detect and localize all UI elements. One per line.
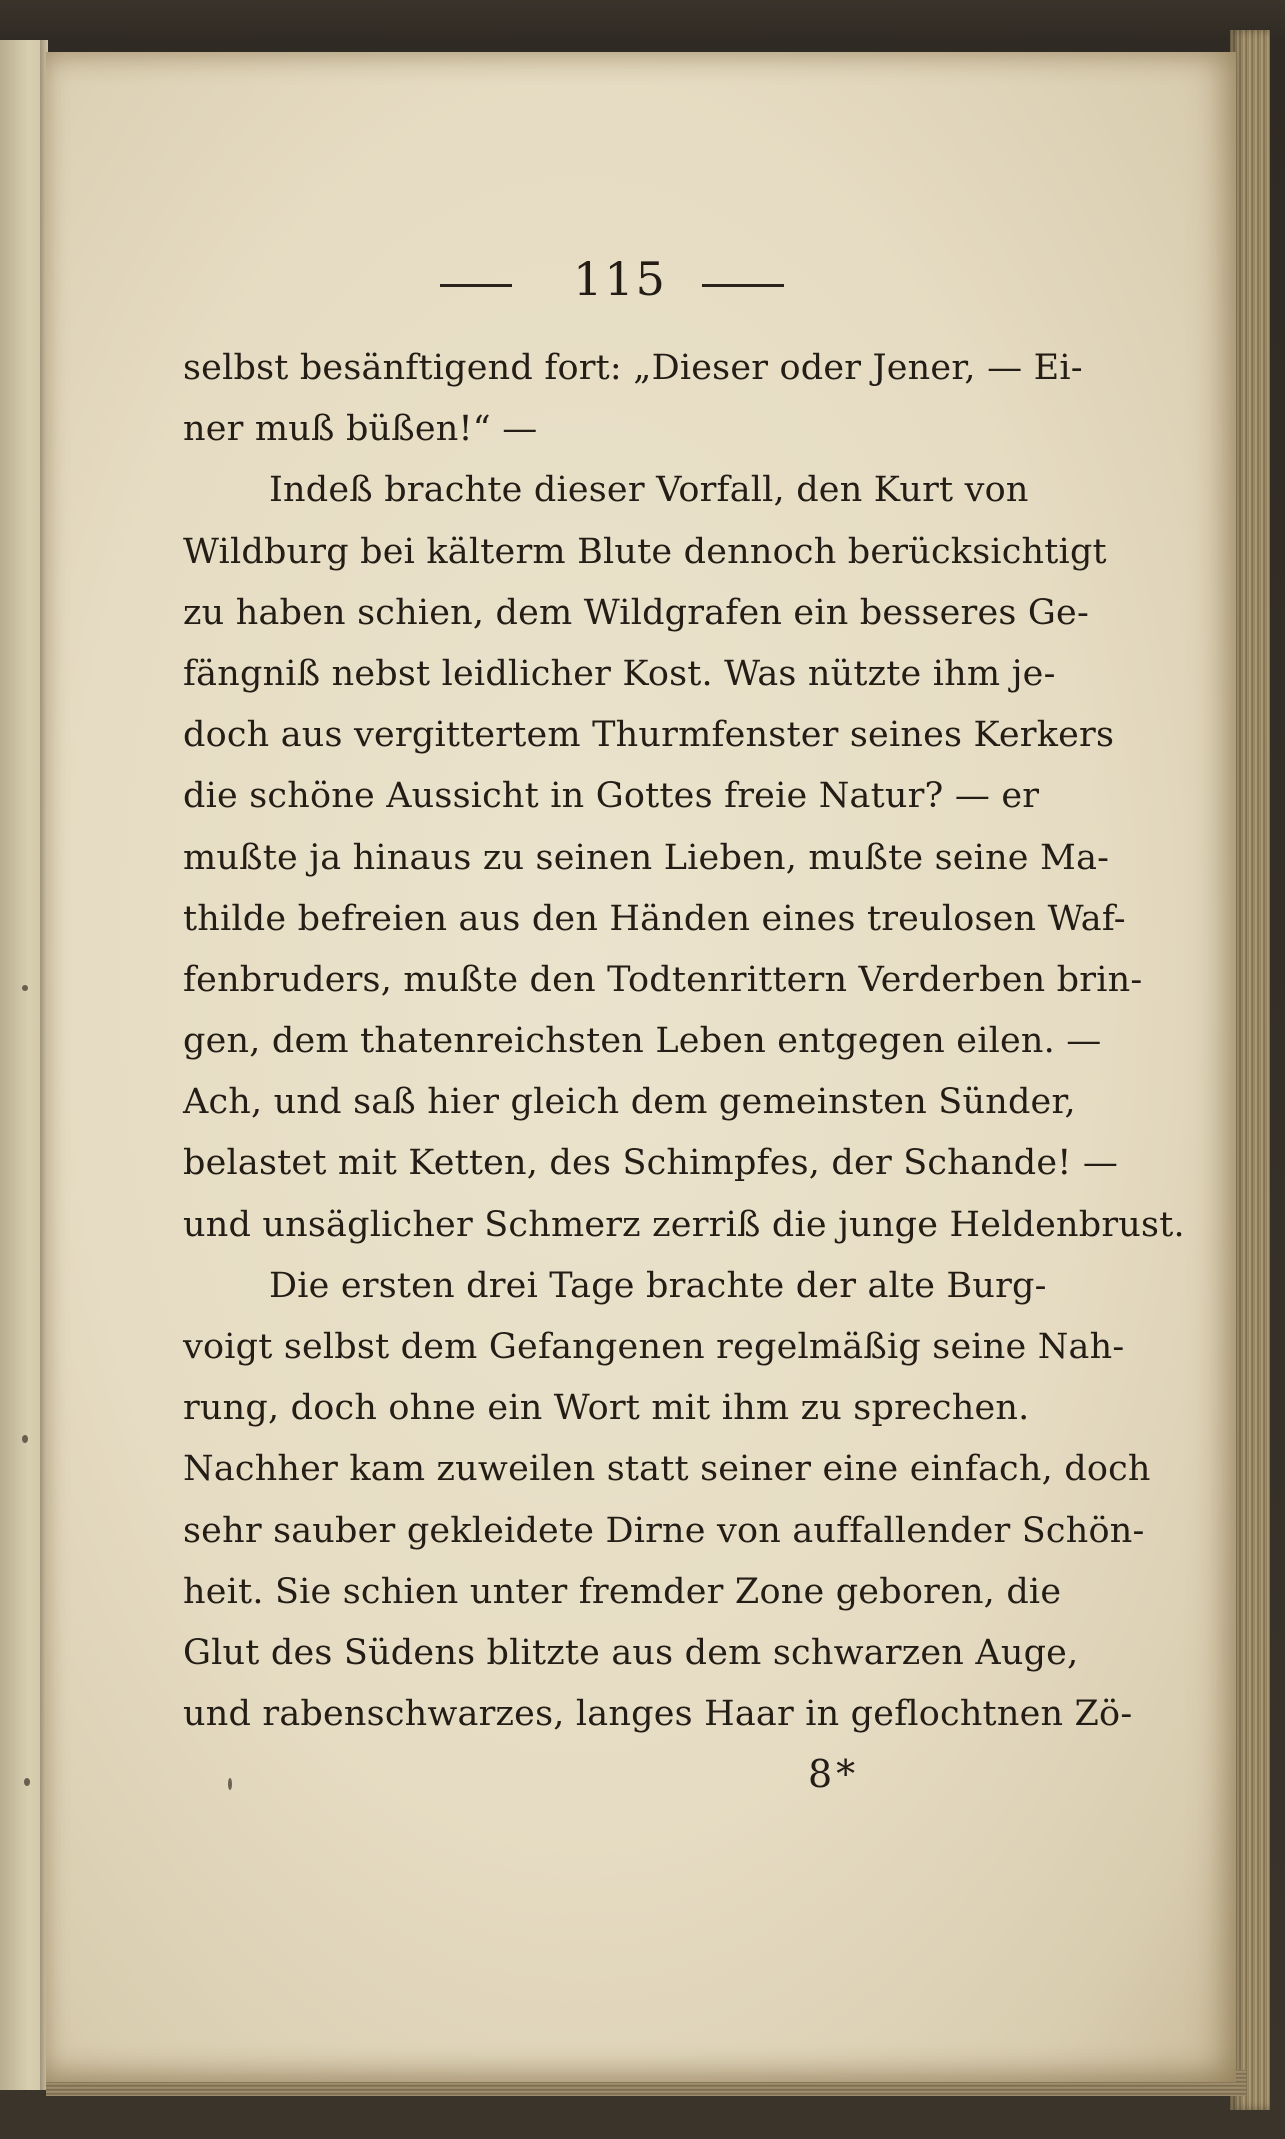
text-line: heit. Sie schien unter fremder Zone geboren, die — [183, 1571, 1062, 1612]
text-line: fenbruders, mußte den Todtenrittern Verderben brin- — [183, 959, 1143, 1000]
text-line: rung, doch ohne ein Wort mit ihm zu sprechen. — [183, 1388, 1030, 1429]
text-line: Wildburg bei kälterm Blute dennoch berücksichtigt — [183, 531, 1107, 572]
page-number: 115 — [573, 252, 667, 306]
text-line: Die ersten drei Tage brachte der alte Burg- — [269, 1265, 1047, 1306]
paper-speck — [22, 1435, 28, 1443]
header-rule-right — [702, 284, 784, 287]
text-line: Nachher kam zuweilen statt seiner eine einfach, doch — [183, 1449, 1151, 1490]
text-line: sehr sauber gekleidete Dirne von auffallender Schön- — [183, 1510, 1145, 1551]
text-line: mußte ja hinaus zu seinen Lieben, mußte seine Ma- — [183, 837, 1110, 878]
text-line: ner muß büßen!“ — — [183, 409, 538, 450]
body-text — [183, 338, 1185, 1745]
text-line: thilde befreien aus den Händen eines treulosen Waf- — [183, 898, 1126, 939]
text-line: belastet mit Ketten, des Schimpfes, der Schande! — — [183, 1143, 1119, 1184]
text-line: fängniß nebst leidlicher Kost. Was nützte ihm je- — [183, 653, 1056, 694]
text-line: und rabenschwarzes, langes Haar in geflochtnen Zö- — [183, 1694, 1133, 1735]
signature-mark: 8* — [808, 1752, 860, 1796]
text-line: voigt selbst dem Gefangenen regelmäßig seine Nah- — [183, 1327, 1125, 1367]
text-line: und unsäglicher Schmerz zerriß die junge Heldenbrust. — [183, 1204, 1185, 1245]
text-line: die schöne Aussicht in Gottes freie Natur? — er — [183, 776, 1040, 817]
paper-speck — [228, 1778, 232, 1790]
text-line: doch aus vergittertem Thurmfenster seines Kerkers — [183, 715, 1115, 756]
text-line: zu haben schien, dem Wildgrafen ein besseres Ge- — [183, 592, 1089, 633]
text-line: selbst besänftigend fort: „Dieser oder Jener, — Ei- — [183, 348, 1083, 388]
text-line: Ach, und saß hier gleich dem gemeinsten Sünder, — [183, 1082, 1076, 1123]
text-line: gen, dem thatenreichsten Leben entgegen eilen. — — [183, 1021, 1102, 1062]
text-line: Glut des Südens blitzte aus dem schwarzen Auge, — [183, 1632, 1079, 1673]
header-rule-left — [440, 284, 512, 287]
paper-speck — [22, 985, 28, 991]
text-line: Indeß brachte dieser Vorfall, den Kurt von — [269, 470, 1029, 511]
page-header — [0, 252, 1285, 312]
paper-speck — [24, 1778, 30, 1786]
page-edges-right — [1230, 30, 1270, 2110]
